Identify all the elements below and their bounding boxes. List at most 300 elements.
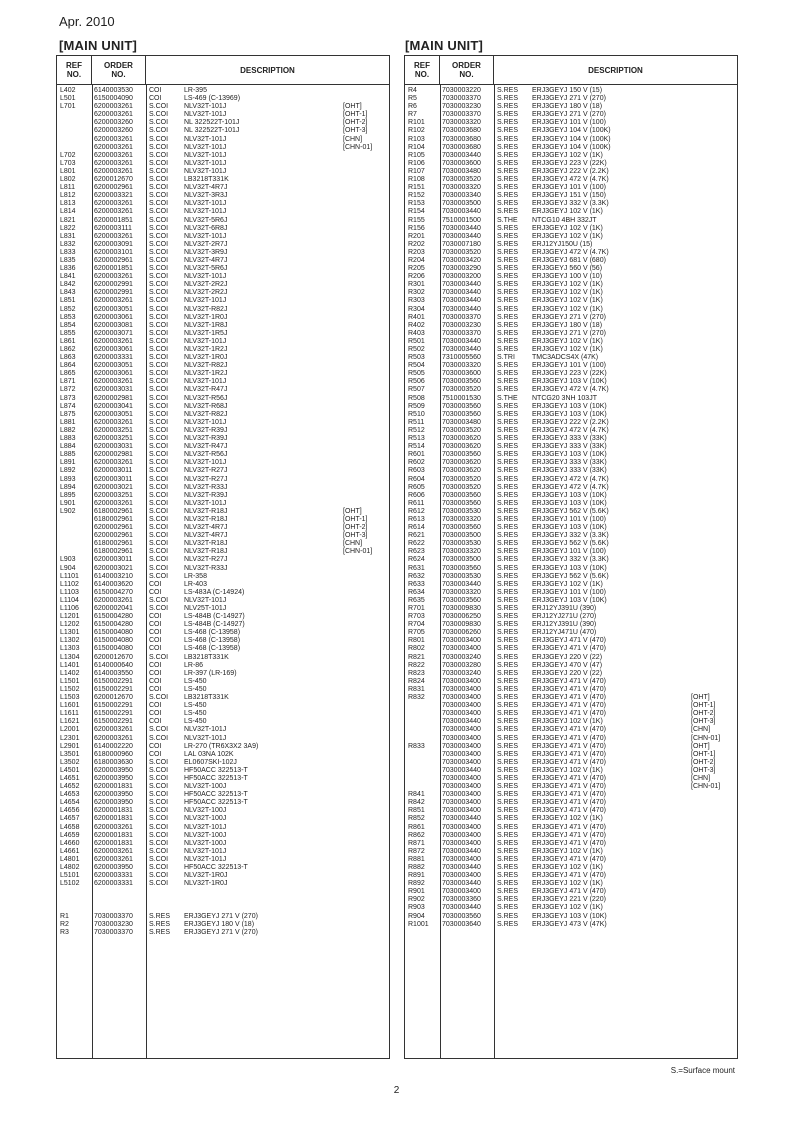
part-type: S.COI <box>149 200 169 208</box>
ref-no: R602 <box>408 459 425 467</box>
part-value: LR-86 <box>184 661 204 669</box>
part-value: ERJ3GEYJ 104 V (100K) <box>532 135 611 143</box>
part-value: NLV32T-R33J <box>184 564 228 572</box>
table-row <box>405 678 737 686</box>
part-type: S.RES <box>497 483 519 491</box>
table-row <box>405 815 737 823</box>
part-value: ERJ3GEYJ 471 V (470) <box>532 710 606 718</box>
ref-no: R5 <box>408 95 417 103</box>
order-no: 6150004270 <box>94 588 133 596</box>
ref-no: R1001 <box>408 920 429 928</box>
ref-no: L842 <box>60 281 76 289</box>
ref-no: L874 <box>60 402 76 410</box>
ref-no: R612 <box>408 507 425 515</box>
order-no: 6200003061 <box>94 346 133 353</box>
part-value: ERJ3GEYJ 222 V (2.2K) <box>532 167 609 175</box>
table-row <box>57 540 389 548</box>
ref-no: L1104 <box>60 596 79 604</box>
part-value: NLV32T-101J <box>184 159 227 167</box>
order-no: 6150002291 <box>94 710 133 718</box>
ref-no: R891 <box>408 872 425 880</box>
version-note: [OHT-2] <box>343 524 368 532</box>
part-type: S.RES <box>497 507 519 515</box>
part-value: ERJ3GEYJ 102 V (1K) <box>532 281 603 289</box>
ref-no: R614 <box>408 524 425 532</box>
order-no: 7030003420 <box>442 256 481 264</box>
part-value: NLV32T-1R5J <box>184 329 228 337</box>
order-no: 6140003550 <box>94 669 133 677</box>
table-row <box>405 354 737 362</box>
ref-no: R503 <box>408 354 425 362</box>
ref-no: L1303 <box>60 645 80 653</box>
part-value: ERJ3GEYJ 471 V (470) <box>532 645 606 653</box>
table-row <box>57 880 389 888</box>
part-type: S.RES <box>497 459 519 467</box>
table-row <box>405 378 737 386</box>
ref-no: L702 <box>60 151 76 159</box>
order-no: 7030003440 <box>442 297 481 305</box>
order-no: 6180002961 <box>94 548 133 556</box>
part-type: S.RES <box>497 815 519 823</box>
part-type: S.RES <box>497 127 519 135</box>
part-value: LR-270 (TR6X3X2 3A9) <box>184 742 259 750</box>
table-row <box>405 726 737 734</box>
part-value: ERJ3GEYJ 332 V (3.3K) <box>532 532 609 540</box>
table-row <box>405 152 737 160</box>
table-row <box>405 807 737 815</box>
table-row <box>405 127 737 135</box>
right-parts-table <box>404 55 738 1059</box>
order-no: 7030003560 <box>442 378 481 386</box>
table-row <box>57 411 389 419</box>
table-row <box>57 735 389 743</box>
ref-no: L864 <box>60 362 76 370</box>
table-row <box>405 783 737 791</box>
part-type: S.COI <box>149 459 169 467</box>
order-no: 6200003101 <box>94 248 133 256</box>
part-value: NLV32T-101J <box>184 151 227 159</box>
part-value: NLV32T-3R3J <box>184 192 228 200</box>
order-no: 7030003520 <box>442 176 481 184</box>
ref-no-label: REF NO. <box>66 61 82 79</box>
ref-no: L863 <box>60 354 76 362</box>
ref-no: L1302 <box>60 637 80 645</box>
table-row <box>57 581 389 589</box>
ref-no: L4660 <box>60 839 80 847</box>
order-no: 7030003560 <box>442 524 481 532</box>
order-no: 7030003400 <box>442 807 481 815</box>
order-no: 6200002961 <box>94 184 133 192</box>
order-no: 7030006250 <box>442 613 481 621</box>
part-type: COI <box>149 685 162 693</box>
part-value: NLV32T-R47J <box>184 386 228 394</box>
part-value: ERJ3GEYJ 470 V (47) <box>532 661 603 669</box>
order-no: 6200003011 <box>94 475 133 483</box>
table-row <box>405 735 737 743</box>
table-row <box>405 832 737 840</box>
table-row <box>405 662 737 670</box>
part-type: S.RES <box>497 159 519 167</box>
part-value: ERJ3GEYJ 271 V (270) <box>532 313 606 321</box>
order-no: 6200003321 <box>94 192 133 200</box>
part-value: ERJ3GEYJ 101 V (100) <box>532 548 606 556</box>
order-no: 7030003400 <box>442 823 481 831</box>
ref-no: L501 <box>60 95 76 103</box>
table-header <box>405 56 737 85</box>
part-value: ERJ3GEYJ 101 V (100) <box>532 515 606 523</box>
part-value: ERJ3GEYJ 471 V (470) <box>532 783 606 791</box>
part-value: NLV32T-101J <box>184 499 227 507</box>
part-type: S.COI <box>149 694 169 702</box>
ref-no: L895 <box>60 491 76 499</box>
part-type: S.COI <box>149 135 169 143</box>
order-no: 6200003011 <box>94 467 133 475</box>
part-type: S.RES <box>497 402 519 410</box>
part-type: S.RES <box>497 807 519 815</box>
version-note: [OHT-3] <box>691 766 716 774</box>
table-row <box>57 192 389 200</box>
part-type: S.COI <box>149 216 169 224</box>
part-value: NLV32T-R82J <box>184 410 228 418</box>
ref-no: R1 <box>60 912 69 920</box>
ref-no: R514 <box>408 443 425 451</box>
ref-no: R513 <box>408 435 425 443</box>
part-value: ERJ3GEYJ 220 V (22) <box>532 669 603 677</box>
order-no: 7030003320 <box>442 548 481 556</box>
table-row <box>57 629 389 637</box>
order-no: 6200003071 <box>94 329 133 337</box>
part-type: S.RES <box>497 750 519 758</box>
ref-no: L1502 <box>60 685 80 693</box>
ref-no: R624 <box>408 556 425 564</box>
part-value: ERJ3GEYJ 271 V (270) <box>532 95 606 103</box>
part-value: LS-484B (C-14927) <box>184 621 245 629</box>
table-row <box>405 904 737 912</box>
part-value: HF50ACC 322513-T <box>184 791 248 799</box>
part-type: S.RES <box>497 613 519 621</box>
order-no: 7030003290 <box>442 265 481 273</box>
ref-no: R851 <box>408 807 425 815</box>
part-type: S.RES <box>497 119 519 127</box>
part-value: ERJ3GEYJ 102 V (1K) <box>532 337 603 345</box>
table-row <box>405 637 737 645</box>
version-note: [OHT-2] <box>343 119 368 127</box>
ref-no: R202 <box>408 240 425 248</box>
table-row <box>405 451 737 459</box>
table-row <box>57 532 389 540</box>
table-row <box>405 257 737 265</box>
order-no: 7030003400 <box>442 685 481 693</box>
ref-no: R206 <box>408 273 425 281</box>
table-row <box>57 694 389 702</box>
part-type: S.COI <box>149 499 169 507</box>
order-no: 6200003031 <box>94 386 133 394</box>
part-type: S.RES <box>497 378 519 386</box>
version-note: [OHT-3] <box>691 718 716 726</box>
part-type: S.COI <box>149 823 169 831</box>
table-row <box>405 297 737 305</box>
table-row <box>57 589 389 597</box>
part-value: NLV32T-101J <box>184 297 227 305</box>
part-value: NLV32T-100J <box>184 783 227 791</box>
part-value: NLV32T-5R6J <box>184 216 228 224</box>
ref-no: L703 <box>60 159 76 167</box>
part-type: S.TRI <box>497 354 515 362</box>
ref-no: R622 <box>408 540 425 548</box>
order-no: 7030003400 <box>442 750 481 758</box>
table-row <box>57 119 389 127</box>
order-no: 7030003400 <box>442 694 481 702</box>
part-value: ERJ3GEYJ 102 V (1K) <box>532 847 603 855</box>
order-no: 7030003440 <box>442 880 481 888</box>
table-row <box>405 119 737 127</box>
table-row <box>57 217 389 225</box>
order-no: 7030003500 <box>442 556 481 564</box>
table-row <box>57 872 389 880</box>
part-type: S.COI <box>149 281 169 289</box>
part-type: S.RES <box>497 880 519 888</box>
ref-no: R831 <box>408 685 425 693</box>
ref-no: R881 <box>408 855 425 863</box>
ref-no: L2001 <box>60 726 80 734</box>
part-value: NLV32T-101J <box>184 103 227 111</box>
ref-no: L881 <box>60 418 76 426</box>
ref-no: R892 <box>408 880 425 888</box>
part-value: ERJ3GEYJ 100 V (10) <box>532 273 603 281</box>
order-no: 7030003440 <box>442 232 481 240</box>
part-type: S.RES <box>497 192 519 200</box>
ref-no: R512 <box>408 426 425 434</box>
order-no: 6200003261 <box>94 232 133 240</box>
order-no: 6200003261 <box>94 167 133 175</box>
part-value: ERJ3GEYJ 271 V (270) <box>532 111 606 119</box>
table-row <box>57 225 389 233</box>
part-value: ERJ3GEYJ 471 V (470) <box>532 831 606 839</box>
table-row <box>57 297 389 305</box>
ref-no: R802 <box>408 645 425 653</box>
part-type: S.RES <box>497 281 519 289</box>
part-value: ERJ3GEYJ 151 V (150) <box>532 192 606 200</box>
table-row <box>57 184 389 192</box>
ref-no: L904 <box>60 564 76 572</box>
ref-no: L2901 <box>60 742 80 750</box>
part-value: ERJ3GEYJ 103 V (10K) <box>532 912 607 920</box>
order-no: 7030003400 <box>442 677 481 685</box>
ref-no: L3501 <box>60 750 80 758</box>
part-value: LR-403 <box>184 580 207 588</box>
order-no: 7030003400 <box>442 637 481 645</box>
part-value: ERJ3GEYJ 221 V (220) <box>532 896 606 904</box>
part-type: S.COI <box>149 572 169 580</box>
order-no: 7030003320 <box>442 515 481 523</box>
table-row <box>405 435 737 443</box>
part-type: S.RES <box>497 135 519 143</box>
part-type: S.COI <box>149 337 169 345</box>
ref-no: R103 <box>408 135 425 143</box>
ref-no: L1301 <box>60 629 80 637</box>
ref-no: R601 <box>408 451 425 459</box>
part-type: S.RES <box>497 669 519 677</box>
ref-no: R635 <box>408 596 425 604</box>
part-type: S.RES <box>497 87 519 94</box>
ref-no: L852 <box>60 305 76 313</box>
table-row <box>57 362 389 370</box>
part-value: NLV32T-101J <box>184 135 227 143</box>
order-no: 7030003400 <box>442 783 481 791</box>
ref-no: L4661 <box>60 847 80 855</box>
table-row <box>57 249 389 257</box>
order-no: 7030003480 <box>442 167 481 175</box>
ref-no: R824 <box>408 677 425 685</box>
table-row <box>57 306 389 314</box>
surface-mount-footnote: S.=Surface mount <box>670 1066 735 1075</box>
order-no: 6200003021 <box>94 483 133 491</box>
part-type: S.RES <box>497 718 519 726</box>
part-type: S.COI <box>149 176 169 184</box>
table-row <box>57 346 389 354</box>
table-row <box>57 573 389 581</box>
ref-no: L4653 <box>60 791 80 799</box>
ref-no: L1106 <box>60 605 79 612</box>
order-no: 7030003440 <box>442 208 481 216</box>
part-value: ERJ3GEYJ 333 V (33K) <box>532 467 607 475</box>
table-row <box>57 913 389 921</box>
ref-no: L1102 <box>60 580 79 588</box>
part-value: NLV32T-101J <box>184 337 227 345</box>
part-type: S.COI <box>149 402 169 410</box>
ref-no: L4654 <box>60 799 80 807</box>
order-no: 6200003261 <box>94 823 133 831</box>
table-row <box>405 686 737 694</box>
order-no: 7030003440 <box>442 580 481 588</box>
ref-no: R634 <box>408 588 425 596</box>
ref-no: L5101 <box>60 872 80 880</box>
part-type: S.RES <box>497 467 519 475</box>
order-no: 7030003560 <box>442 451 481 459</box>
part-value: NLV32T-1R2J <box>184 370 228 378</box>
part-value: ERJ3GEYJ 102 V (1K) <box>532 305 603 313</box>
table-row <box>57 702 389 710</box>
ref-no: L811 <box>60 184 76 192</box>
order-no: 7030003400 <box>442 888 481 896</box>
part-value: LR-397 (LR-169) <box>184 669 237 677</box>
table-row <box>405 913 737 921</box>
order-no: 6180002961 <box>94 507 133 515</box>
part-type: S.RES <box>497 475 519 483</box>
order-no: 6200003261 <box>94 378 133 386</box>
part-type: S.COI <box>149 532 169 540</box>
part-value: LS-483A (C-14924) <box>184 588 245 596</box>
part-value: ERJ3GEYJ 471 V (470) <box>532 839 606 847</box>
part-value: NLV32T-4R7J <box>184 256 228 264</box>
ref-no: L1601 <box>60 702 80 710</box>
part-type: S.RES <box>497 864 519 871</box>
order-no: 6200001831 <box>94 807 133 815</box>
part-value: ERJ12YJ471U (470) <box>532 629 597 637</box>
order-no: 6180003630 <box>94 758 133 766</box>
table-row <box>405 476 737 484</box>
part-value: ERJ3GEYJ 223 V (22K) <box>532 370 607 378</box>
table-row <box>405 467 737 475</box>
part-value: NLV32T-R18J <box>184 548 228 556</box>
part-value: ERJ3GEYJ 102 V (1K) <box>532 864 603 871</box>
table-row <box>405 791 737 799</box>
ref-no: R3 <box>60 928 69 936</box>
part-value: ERJ3GEYJ 102 V (1K) <box>532 904 603 912</box>
order-no: 6200003261 <box>94 847 133 855</box>
table-row <box>405 443 737 451</box>
table-row <box>405 864 737 872</box>
version-note: [OHT] <box>343 507 362 515</box>
description-label: DESCRIPTION <box>240 65 295 75</box>
part-type: S.RES <box>497 532 519 540</box>
order-no: 6200003260 <box>94 127 133 135</box>
ref-no: L893 <box>60 475 76 483</box>
part-value: ERJ3GEYJ 103 V (10K) <box>532 596 607 604</box>
part-type: S.COI <box>149 872 169 880</box>
table-row <box>405 848 737 856</box>
order-no: 7030003440 <box>442 904 481 912</box>
order-no: 6200003261 <box>94 151 133 159</box>
part-type: S.RES <box>497 305 519 313</box>
part-type: S.COI <box>149 515 169 523</box>
table-row <box>57 751 389 759</box>
table-row <box>57 670 389 678</box>
part-value: ERJ3GEYJ 102 V (1K) <box>532 880 603 888</box>
part-type: S.COI <box>149 289 169 297</box>
part-type: S.COI <box>149 410 169 418</box>
part-value: LAL 03NA 102K <box>184 750 234 758</box>
part-type: S.RES <box>497 605 519 612</box>
order-no: 7030003400 <box>442 758 481 766</box>
table-row <box>405 160 737 168</box>
ref-no: R108 <box>408 176 425 184</box>
part-type: S.RES <box>497 362 519 370</box>
ref-no: L1304 <box>60 653 80 661</box>
part-type: S.RES <box>497 783 519 791</box>
order-no: 6180002961 <box>94 515 133 523</box>
table-row <box>57 565 389 573</box>
description-label: DESCRIPTION <box>588 65 643 75</box>
part-value: NLV32T-101J <box>184 855 227 863</box>
order-no: 6200003251 <box>94 435 133 443</box>
order-no: 6200003061 <box>94 370 133 378</box>
ref-no: L902 <box>60 507 76 515</box>
ref-no: R153 <box>408 200 425 208</box>
table-row <box>405 192 737 200</box>
table-row <box>57 338 389 346</box>
order-no: 7030003560 <box>442 596 481 604</box>
table-row <box>57 686 389 694</box>
order-no: 7510001530 <box>442 394 481 402</box>
ref-no: L873 <box>60 394 76 402</box>
part-type: S.RES <box>497 645 519 653</box>
part-type: COI <box>149 669 162 677</box>
part-value: ERJ3GEYJ 104 V (100K) <box>532 127 611 135</box>
part-type: COI <box>149 750 162 758</box>
ref-no: R506 <box>408 378 425 386</box>
table-row <box>57 160 389 168</box>
version-note: [CHN] <box>343 135 363 143</box>
page-number: 2 <box>393 1085 400 1096</box>
part-type: COI <box>149 588 162 596</box>
order-no: 6200003261 <box>94 111 133 119</box>
part-type: S.RES <box>497 232 519 240</box>
ref-no: R201 <box>408 232 425 240</box>
part-value: ERJ3GEYJ 101 V (100) <box>532 184 606 192</box>
part-type: S.COI <box>149 111 169 119</box>
part-type: S.COI <box>149 426 169 434</box>
